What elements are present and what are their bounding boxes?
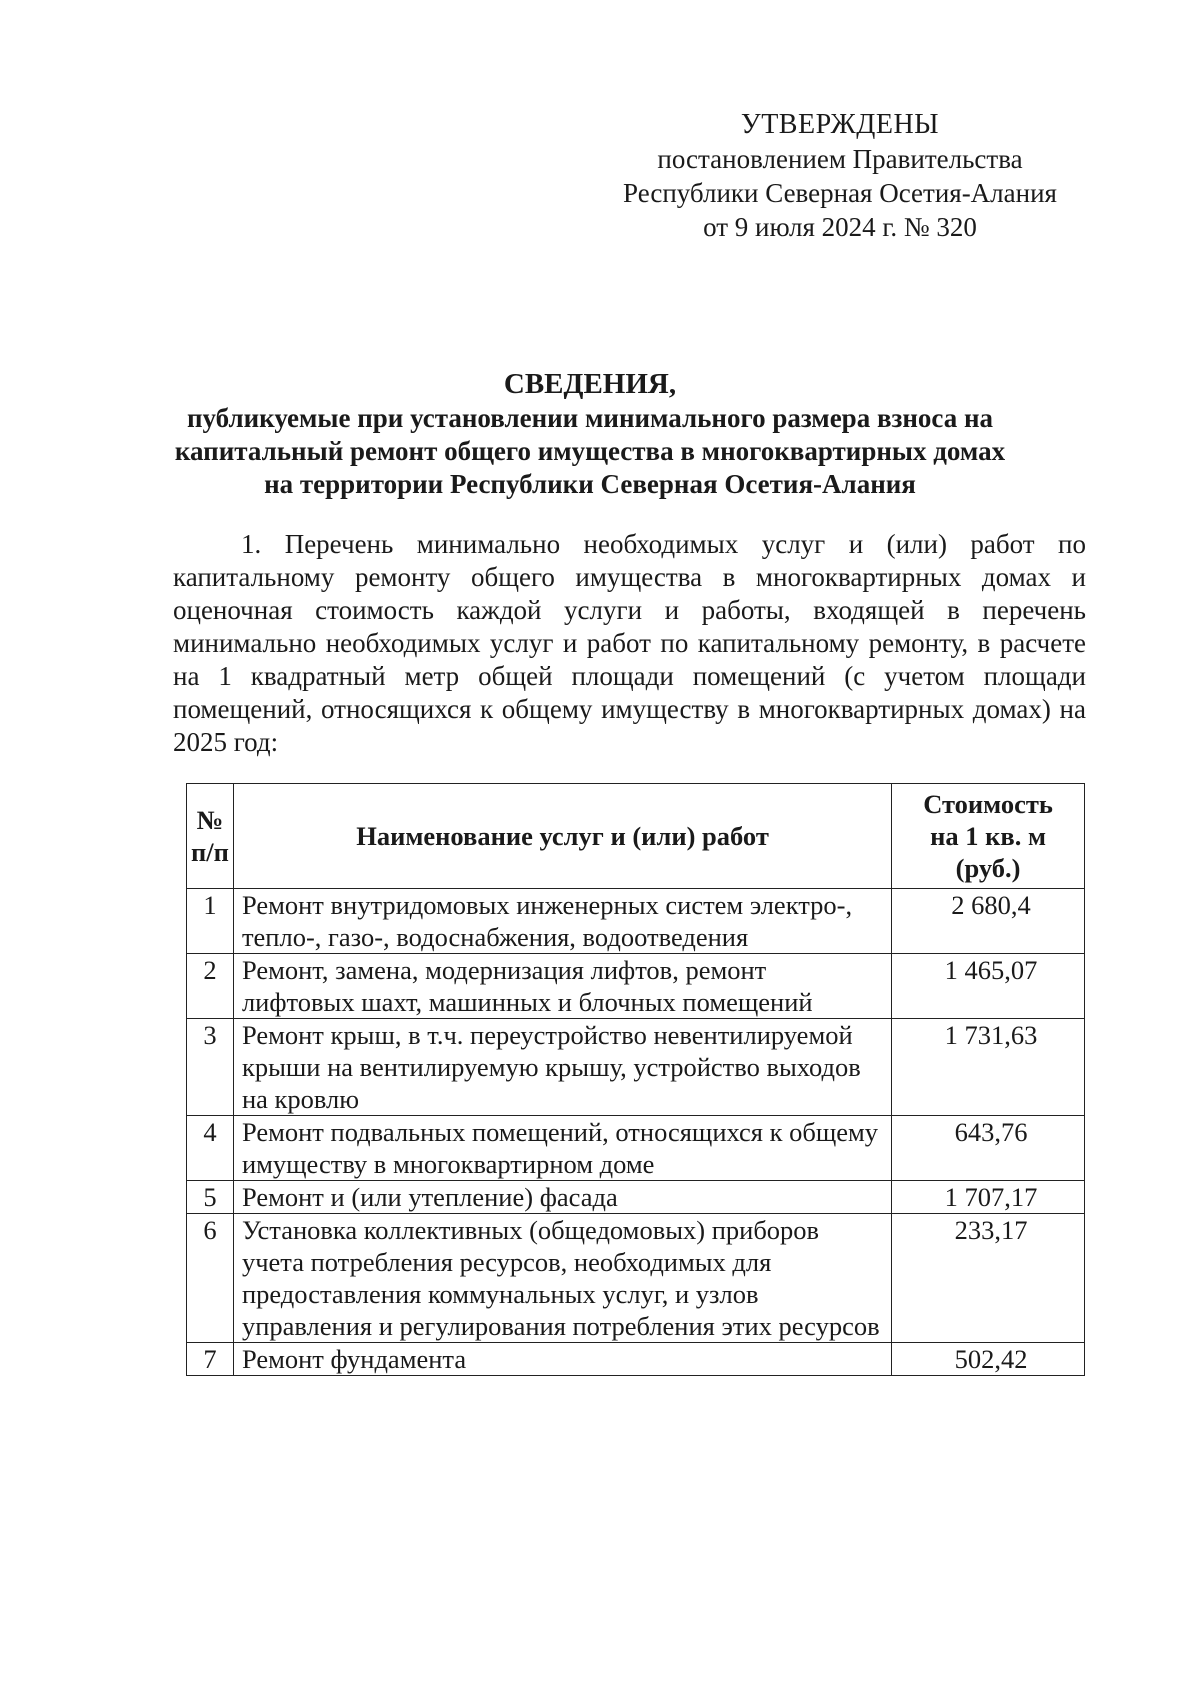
row-number: 4 <box>187 1116 234 1181</box>
approval-line-1: постановлением Правительства <box>657 144 1023 174</box>
row-service-name: Ремонт фундамента <box>233 1343 891 1376</box>
table-row <box>187 1181 1085 1214</box>
table-header-row <box>187 784 1085 889</box>
header-cost: Стоимость на 1 кв. м (руб.) <box>892 784 1085 889</box>
row-cost: 643,76 <box>892 1116 1085 1181</box>
table-row <box>187 954 1085 1019</box>
table-row <box>187 1214 1085 1343</box>
table-row <box>187 1343 1085 1376</box>
table-row <box>187 1019 1085 1116</box>
row-number: 6 <box>187 1214 234 1343</box>
title-line-3: на территории Республики Северная Осетия-Алания <box>264 469 916 499</box>
row-service-name: Ремонт и (или утепление) фасада <box>233 1181 891 1214</box>
table-row <box>187 1116 1085 1181</box>
approval-line-3: от 9 июля 2024 г. № 320 <box>703 212 977 242</box>
row-number: 3 <box>187 1019 234 1116</box>
approval-heading: УТВЕРЖДЕНЫ <box>740 109 940 140</box>
row-cost: 2 680,4 <box>892 889 1085 954</box>
row-service-name: Ремонт подвальных помещений, относящихся к общему имуществу в многоквартирном доме <box>233 1116 891 1181</box>
row-number: 7 <box>187 1343 234 1376</box>
table-body <box>187 889 1085 1376</box>
row-cost: 1 707,17 <box>892 1181 1085 1214</box>
intro-paragraph: 1. Перечень минимально необходимых услуг и (или) работ по капитальному ремонту общего имущества в многоквартирных домах и оценочная стоимость каждой услуги и работы, входящей в перечень минимально необходимых услуг и работ по капитальному ремонту, в расчете на 1 квадратный метр общей площади помещений (с учетом площади помещений, относящихся к общему имуществу в многоквартирных домах) на 2025 год: <box>173 529 1086 757</box>
row-number: 1 <box>187 889 234 954</box>
title-line-1: публикуемые при установлении минимального размера взноса на <box>186 403 994 433</box>
row-cost: 502,42 <box>892 1343 1085 1376</box>
document-title <box>150 368 1030 501</box>
row-service-name: Ремонт внутридомовых инженерных систем электро-, тепло-, газо-, водоснабжения, водоотведения <box>233 889 891 954</box>
row-service-name: Ремонт, замена, модернизация лифтов, ремонт лифтовых шахт, машинных и блочных помещений <box>233 954 891 1019</box>
row-cost: 1 465,07 <box>892 954 1085 1019</box>
row-service-name: Ремонт крыш, в т.ч. переустройство невентилируемой крыши на вентилируемую крышу, устройство выходов на кровлю <box>233 1019 891 1116</box>
title-main: СВЕДЕНИЯ, <box>503 368 677 400</box>
row-number: 5 <box>187 1181 234 1214</box>
row-number: 2 <box>187 954 234 1019</box>
row-service-name: Установка коллективных (общедомовых) приборов учета потребления ресурсов, необходимых для предоставления коммунальных услуг, и узлов управления и регулирования потребления этих ресурсов <box>233 1214 891 1343</box>
header-name: Наименование услуг и (или) работ <box>233 784 891 889</box>
header-number: № п/п <box>187 784 234 889</box>
row-cost: 233,17 <box>892 1214 1085 1343</box>
approval-line-2: Республики Северная Осетия-Алания <box>623 178 1057 208</box>
title-line-2: капитальный ремонт общего имущества в многоквартирных домах <box>174 436 1006 466</box>
row-cost: 1 731,63 <box>892 1019 1085 1116</box>
table-row <box>187 889 1085 954</box>
cost-table <box>186 783 1085 1376</box>
approval-stamp-block <box>600 108 1080 244</box>
